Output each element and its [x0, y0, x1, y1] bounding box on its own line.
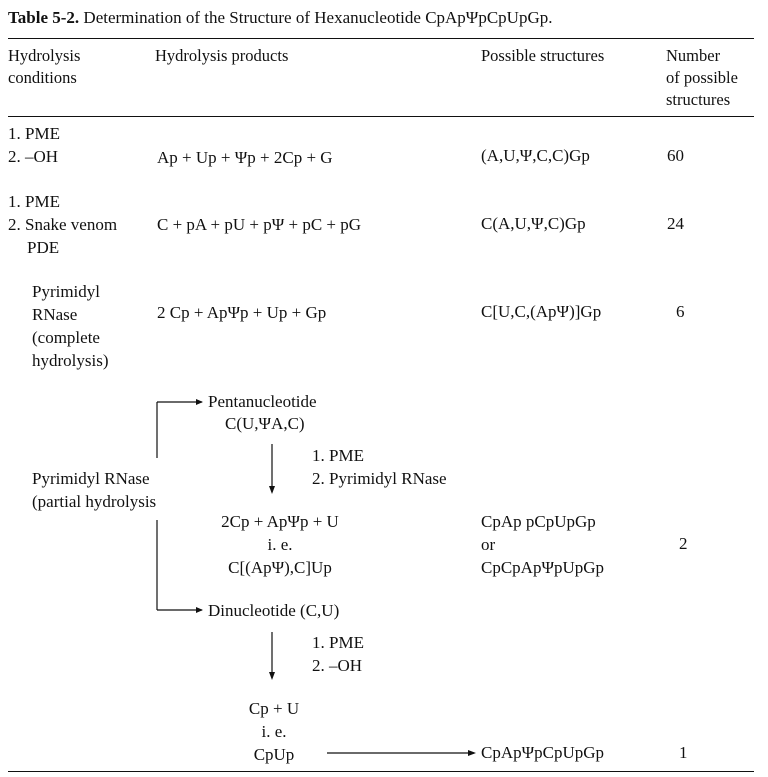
row3-number: 6 [676, 302, 685, 321]
step-line: 2. Pyrimidyl RNase [312, 469, 447, 488]
dinucleotide-label: Dinucleotide (C,U) [208, 601, 340, 620]
condition-line: PDE [27, 238, 60, 257]
row2-structures: C(A,U,Ψ,C)Gp [481, 214, 586, 233]
condition-line: 2. Snake venom [8, 215, 118, 234]
arrowhead-right [196, 399, 203, 405]
header-conditions-line: conditions [8, 68, 77, 87]
row1-products: Ap + Up + Ψp + 2Cp + G [157, 148, 333, 167]
product-line: i. e. [261, 722, 287, 741]
product-line: C[(ApΨ),C]Up [228, 558, 332, 577]
arrowhead-down [269, 486, 275, 494]
partial-number-2: 1 [679, 743, 688, 762]
condition-line: RNase [32, 305, 78, 324]
product-line: CpUp [253, 745, 295, 764]
structure-line: or [481, 535, 496, 554]
pentanucleotide-formula: C(U,ΨA,C) [225, 414, 305, 433]
header-number-line: structures [666, 90, 731, 109]
arrowhead-down [269, 672, 275, 680]
table-caption: Determination of the Structure of Hexanucleotide CpApΨpCpUpGp. [83, 8, 553, 27]
header-structures: Possible structures [481, 46, 605, 65]
row1-structures: (A,U,Ψ,C,C)Gp [481, 146, 590, 165]
structure-line: CpAp pCpUpGp [481, 512, 596, 531]
row3-structures: C[U,C,(ApΨ)]Gp [481, 302, 602, 321]
header-products: Hydrolysis products [155, 46, 289, 65]
step2-instructions [312, 631, 364, 677]
condition-line: Pyrimidyl RNase [32, 469, 150, 488]
products1 [195, 510, 365, 579]
header-number-line: of possible [666, 68, 738, 87]
condition-line: hydrolysis) [32, 351, 109, 370]
bottom-rule [8, 771, 754, 772]
header-conditions-line: Hydrolysis [8, 46, 81, 65]
condition-line: 2. –OH [8, 147, 59, 166]
header-number-line: Number [666, 46, 721, 65]
structure-line: CpCpApΨpUpGp [481, 558, 605, 577]
row2-number: 24 [667, 214, 684, 233]
step-line: 2. –OH [312, 656, 363, 675]
arrowhead-right [196, 607, 203, 613]
product-line: 2Cp + ApΨp + U [221, 512, 339, 531]
final-structure: CpApΨpCpUpGp [481, 743, 605, 762]
pentanucleotide-label: Pentanucleotide [208, 392, 317, 411]
condition-line: (partial hydrolysis [32, 492, 157, 511]
row1-number: 60 [667, 146, 684, 165]
partial-structures [481, 510, 604, 579]
product-line: Cp + U [248, 699, 300, 718]
products2 [228, 697, 320, 766]
row3-products: 2 Cp + ApΨp + Up + Gp [157, 303, 327, 322]
condition-line: Pyrimidyl [32, 282, 101, 301]
row2-products: C + pA + pU + pΨ + pC + pG [157, 215, 362, 234]
step-line: 1. PME [312, 446, 364, 465]
step1-instructions [312, 444, 447, 490]
step-line: 1. PME [312, 633, 364, 652]
condition-line: (complete [32, 328, 100, 347]
arrowhead-right [468, 750, 476, 756]
condition-line: 1. PME [8, 124, 60, 143]
table-number: Table 5-2. [8, 8, 80, 27]
condition-line: 1. PME [8, 192, 60, 211]
partial-number-1: 2 [679, 534, 688, 553]
product-line: i. e. [267, 535, 293, 554]
